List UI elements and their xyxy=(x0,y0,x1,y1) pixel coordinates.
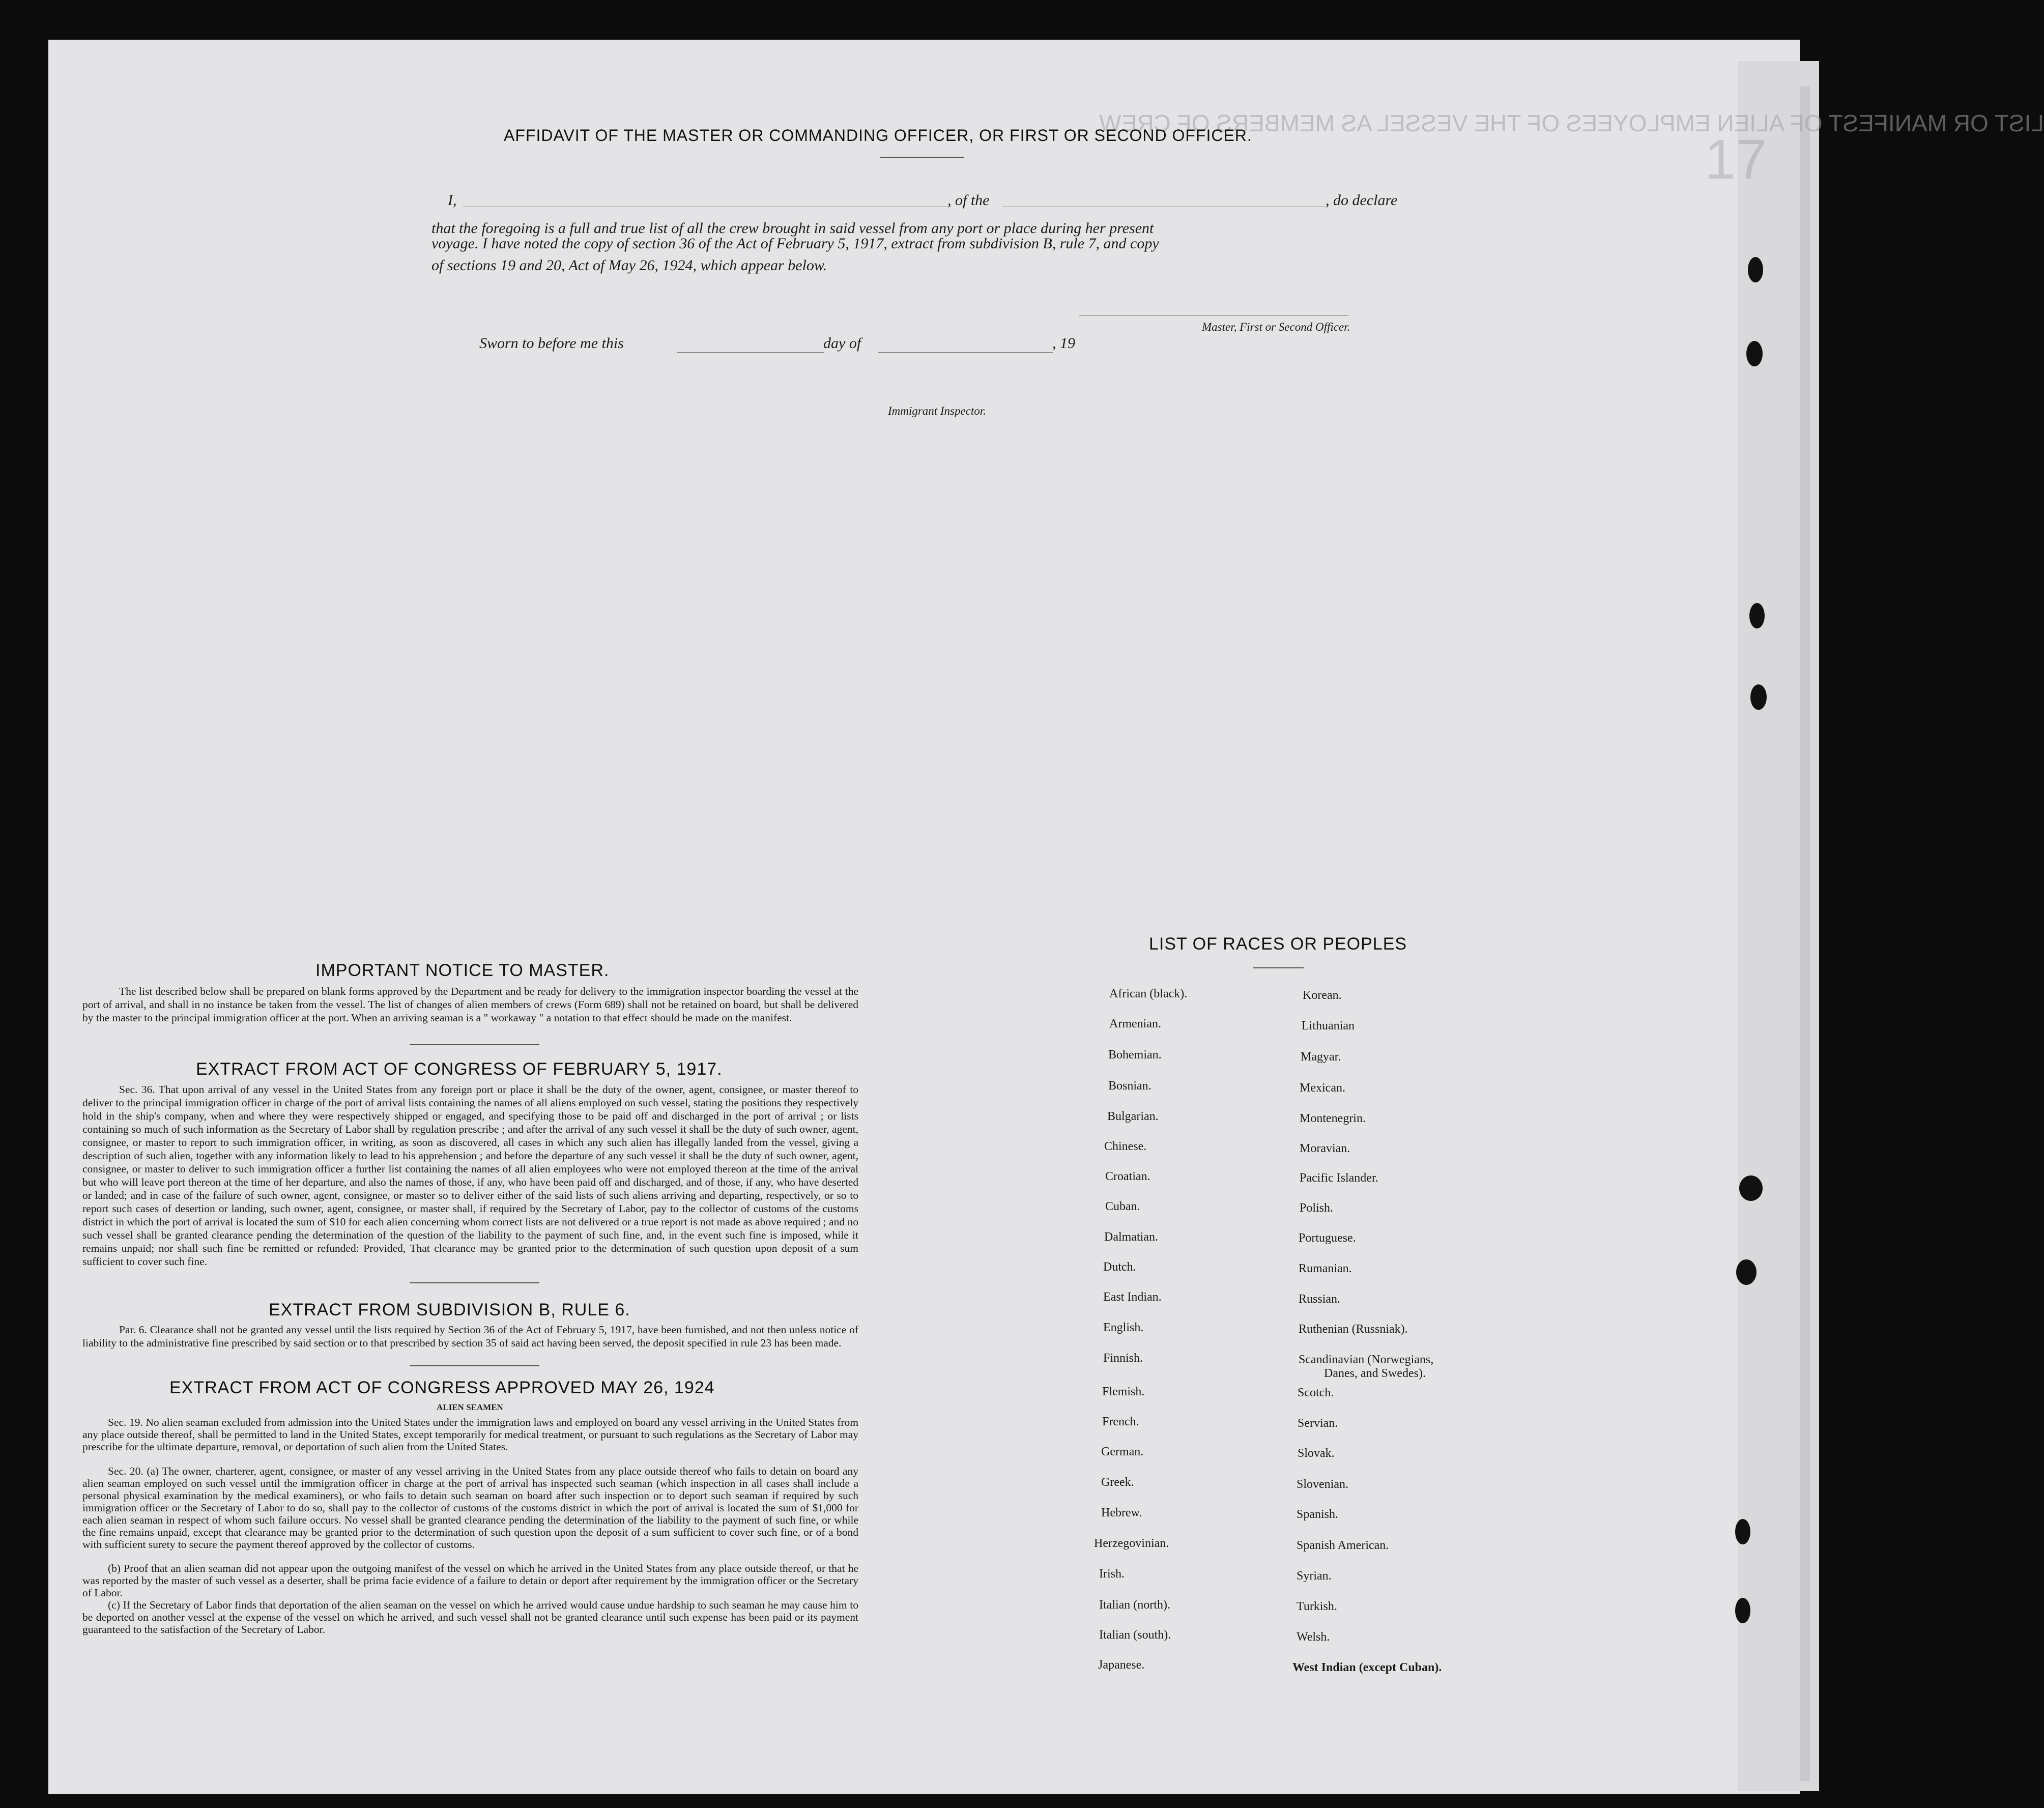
race-item: Dutch. xyxy=(1103,1260,1136,1274)
binder-hole-icon xyxy=(1749,603,1765,628)
binder-hole-icon xyxy=(1750,684,1767,710)
sheet-edge-strip xyxy=(1800,87,1810,1781)
race-item: Bohemian. xyxy=(1108,1048,1162,1061)
act-1917-text: Sec. 36. That upon arrival of any vessel in the United States from any foreign port or place it shall be the duty of the owner, agent, consignee, or master thereof to deliver to the principal immigration officer in charge of the port of arrival lists containing the names of all aliens employed on such vessel, stating the positions they respectively hold in the ship's company, when and where they were respectively shipped or engaged, and specifying those to be paid off and discharged in the port of arrival ; or lists containing so much of such information as the Secretary of Labor shall by regulation prescribe ; and after the arrival of any such vessel it shall be the duty of such owner, agent, consignee, or master to report to such immigration officer, in writing, as soon as discovered, all cases in which any such alien has illegally landed from the vessel, giving a description of such alien, together with any information likely to lead to his apprehension ; and before the departure of any such vessel it shall be the duty of such owner, agent, consignee, or master to deliver to such immigration officer a further list containing the names of all alien employees who were not employed thereon at the time of the arrival but who will leave port thereon at the time of her departure, and also the names of those, if any, who have been paid off and discharged, and of those, if any, who have deserted or landed; and in case of the failure of such owner, agent, consignee, or master so to deliver either of the said lists of such aliens arriving and departing, respectively, or so to report such cases of desertion or landing, such owner, agent, consignee, or master shall, if required by the Secretary of Labor, pay to the collector of customs of the customs district in which the port of arrival is located the sum of $10 for each alien concerning whom correct lists are not delivered or a true report is not made as above required ; and no such vessel shall be granted clearance pending the determination of the question of the liability to the payment of such fine, and, in the event such fine is imposed, while it remains unpaid; nor shall such fine be remitted or refunded: Provided, That clearance may be granted prior to the determination of such question upon deposit of a sum sufficient to cover such fine. xyxy=(82,1083,858,1268)
race-item: Chinese. xyxy=(1104,1140,1147,1153)
race-item: Italian (north). xyxy=(1099,1598,1170,1612)
race-item: Italian (south). xyxy=(1099,1628,1171,1642)
race-item: Syrian. xyxy=(1297,1569,1332,1583)
binder-hole-icon xyxy=(1746,341,1763,366)
race-item: Portuguese. xyxy=(1299,1231,1356,1245)
race-item: Montenegrin. xyxy=(1300,1112,1366,1125)
race-item: Rumanian. xyxy=(1299,1262,1352,1275)
race-item: Greek. xyxy=(1101,1476,1134,1489)
race-item: Herzegovinian. xyxy=(1094,1537,1169,1550)
race-item: Korean. xyxy=(1303,989,1342,1002)
act-1917-title: EXTRACT FROM ACT OF CONGRESS OF FEBRUARY 5, 1917. xyxy=(196,1059,723,1079)
race-item: West Indian (except Cuban). xyxy=(1292,1661,1442,1674)
race-item: English. xyxy=(1103,1321,1144,1334)
binder-hole-icon xyxy=(1736,1259,1757,1285)
binder-hole-icon xyxy=(1748,257,1763,282)
act-1917-rule xyxy=(410,1282,539,1283)
race-item: Finnish. xyxy=(1103,1352,1143,1365)
act-1924-sec20a: Sec. 20. (a) The owner, charterer, agent, consignee, or master of any vessel arriving in the United States from any place outside thereof who fails to detain on board any alien seaman employed on such vessel until the immigration officer in charge at the port of arrival has inspected such seaman (which inspection in all cases shall include a personal physical examination by the medical examiners), or who fails to detain such seaman on board after such inspection or to deport such seaman if required by such immigration officer or the Secretary of Labor to do so, shall pay to the collector of customs of the customs district in which the port of arrival is located the sum of $1,000 for each alien seaman in respect of whom such failure occurs. No vessel shall be granted clearance pending the determination of the liability to the payment of such fine, or while the fine remains unpaid, except that clearance may be granted prior to the determination of such question upon the deposit of a sum sufficient to cover such fine, or of a bond with sufficient surety to secure the payment thereof approved by the collector of customs. xyxy=(82,1465,858,1551)
race-item: German. xyxy=(1101,1445,1144,1458)
signature-label: Master, First or Second Officer. xyxy=(1202,321,1350,333)
sworn-year-label: , 19 xyxy=(1052,335,1075,352)
race-item: Cuban. xyxy=(1105,1200,1140,1213)
subdivision-title: EXTRACT FROM SUBDIVISION B, RULE 6. xyxy=(269,1300,630,1319)
act-1924-sec20c: (c) If the Secretary of Labor finds that deportation of the alien seaman on the vessel on which he arrived would cause undue hardship to such seaman he may cause him to be deported on another vessel at the expense of the vessel on which he arrived, and such vessel shall not be granted clearance until such expense has been paid or its payment guaranteed to the satisfaction of the Secretary of Labor. xyxy=(82,1599,858,1635)
race-item: Russian. xyxy=(1299,1293,1341,1306)
sworn-prefix: Sworn to before me this xyxy=(479,335,624,352)
binder-hole-icon xyxy=(1735,1519,1750,1544)
race-item: Welsh. xyxy=(1297,1630,1330,1644)
race-item: Japanese. xyxy=(1098,1658,1145,1672)
race-item: Danes, and Swedes). xyxy=(1324,1367,1426,1380)
binder-hole-icon xyxy=(1739,1175,1763,1201)
race-item: French. xyxy=(1102,1415,1139,1428)
race-item: Croatian. xyxy=(1105,1170,1150,1183)
race-item: East Indian. xyxy=(1103,1290,1162,1304)
affidavit-text-line-2: that the foregoing is a full and true list of all the crew brought in said vessel from any port or place during her present xyxy=(431,220,1154,237)
race-item: Bulgarian. xyxy=(1107,1110,1159,1123)
race-item: Spanish. xyxy=(1297,1508,1339,1521)
binder-hole-icon xyxy=(1735,1598,1750,1623)
show-through-page-number: 17 xyxy=(1705,128,1767,191)
affidavit-text-line-4: of sections 19 and 20, Act of May 26, 1924, which appear below. xyxy=(431,257,827,274)
race-item: Magyar. xyxy=(1301,1050,1341,1064)
officer-signature-field[interactable] xyxy=(1079,315,1348,316)
race-item: Slovak. xyxy=(1298,1447,1335,1460)
subdivision-rule xyxy=(410,1365,539,1366)
subdivision-text: Par. 6. Clearance shall not be granted any vessel until the lists required by Section 36 of the Act of February 5, 1917, have been furnished, and not then unless notice of liability to the administrative fine prescribed by said section or to that prescribed by section 35 of said act having been served, the deposit specified in rule 23 has been made. xyxy=(82,1324,858,1349)
race-item: Polish. xyxy=(1300,1201,1334,1215)
race-item: Scotch. xyxy=(1298,1386,1334,1399)
notice-text: The list described below shall be prepared on blank forms approved by the Department and be ready for delivery to the immigration inspector boarding the vessel at the port of arrival, and shall in no instance be taken from the vessel. The list of changes of alien members of crews (Form 689) shall not be retained on board, but shall be delivered by the master to the principal immigration officer at the port. When an arriving seaman is a " workaway " a notation to that effect should be made on the manifest. xyxy=(82,985,858,1024)
act-1924-sec20b: (b) Proof that an alien seaman did not appear upon the outgoing manifest of the vessel on which he arrived in the United States from any place outside thereof, or that he was reported by the master of such vessel as a deserter, shall be prima facie evidence of a failure to detain or deport after requirement by the immigration officer or the Secretary of Labor. xyxy=(82,1562,858,1599)
sworn-day-of-label: day of xyxy=(823,335,861,352)
act-1924-sec19: Sec. 19. No alien seaman excluded from admission into the United States under the immigration laws and employed on board any vessel arriving in the United States from any place outside thereof, shall be permitted to land in the United States, except temporarily for medical treatment, or pursuant to such regulations as the Secretary of Labor may prescribe for the ultimate departure, removal, or deportation of such alien from the United States. xyxy=(82,1416,858,1453)
race-item: Flemish. xyxy=(1102,1385,1145,1398)
affidavit-title: AFFIDAVIT OF THE MASTER OR COMMANDING OFFICER, OR FIRST OR SECOND OFFICER. xyxy=(504,126,1252,145)
sworn-month-field[interactable] xyxy=(878,352,1053,353)
race-item: African (black). xyxy=(1109,987,1188,1000)
affidavit-of-the-label: , of the xyxy=(947,192,990,209)
affidavit-i-label: I, xyxy=(448,192,457,209)
race-item: Lithuanian xyxy=(1302,1019,1355,1032)
show-through-header: LIST OR MANIFEST OF ALIEN EMPLOYEES OF THE VESSEL AS MEMBERS OF CREW. xyxy=(1094,110,2044,136)
race-item: Dalmatian. xyxy=(1104,1230,1158,1244)
races-title-rule xyxy=(1253,967,1304,968)
race-item: Irish. xyxy=(1099,1567,1125,1581)
race-item: Bosnian. xyxy=(1108,1079,1151,1093)
act-1924-title: EXTRACT FROM ACT OF CONGRESS APPROVED MAY 26, 1924 xyxy=(169,1378,715,1397)
race-item: Spanish American. xyxy=(1297,1539,1389,1552)
affidavit-declare-label: , do declare xyxy=(1326,192,1398,209)
sworn-day-field[interactable] xyxy=(677,352,824,353)
race-item: Servian. xyxy=(1298,1417,1338,1430)
race-item: Scandinavian (Norwegians, xyxy=(1299,1353,1434,1366)
races-title: LIST OF RACES OR PEOPLES xyxy=(1149,934,1407,954)
affidavit-text-line-3: voyage. I have noted the copy of section 36 of the Act of February 5, 1917, extract from subdivision B, rule 7, and copy xyxy=(431,235,1159,252)
race-item: Armenian. xyxy=(1109,1017,1161,1030)
notice-title: IMPORTANT NOTICE TO MASTER. xyxy=(315,961,610,980)
notice-rule xyxy=(410,1044,539,1045)
inspector-label: Immigrant Inspector. xyxy=(888,405,986,417)
affidavit-title-rule xyxy=(880,157,964,158)
race-item: Turkish. xyxy=(1297,1600,1337,1613)
race-item: Pacific Islander. xyxy=(1300,1171,1378,1185)
race-item: Hebrew. xyxy=(1101,1506,1142,1519)
act-1924-subtitle: ALIEN SEAMEN xyxy=(437,1402,503,1412)
race-item: Slovenian. xyxy=(1297,1478,1348,1491)
race-item: Moravian. xyxy=(1300,1142,1350,1155)
race-item: Mexican. xyxy=(1300,1081,1345,1095)
race-item: Ruthenian (Russniak). xyxy=(1299,1323,1408,1336)
